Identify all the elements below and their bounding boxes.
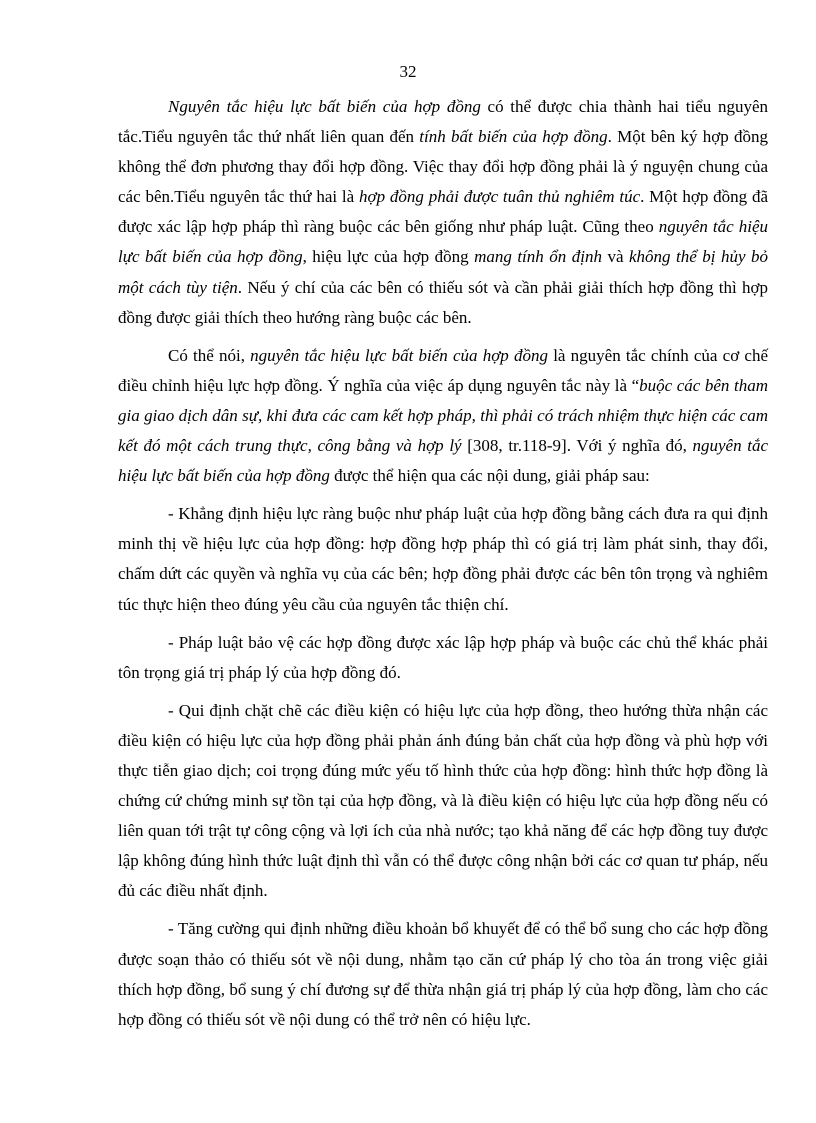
text-run: . Nếu ý chí của các bên có thiếu sót và cần phải giải thích hợp đồng thì hợp đồng được giải thích theo hướng ràng buộc các bên. xyxy=(118,277,768,327)
text-run: và xyxy=(601,247,629,267)
paragraph xyxy=(118,628,768,688)
italic-text: nguyên tắc hiệu lực bất biến của hợp đồng xyxy=(118,436,769,486)
text-run: được thể hiện qua các nội dung, giải pháp sau: xyxy=(329,466,650,486)
text-run: - Tăng cường qui định những điều khoản bổ khuyết để có thể bổ sung cho các hợp đồng được soạn thảo có thiếu sót về nội dung, nhằm tạo căn cứ pháp lý cho tòa án trong việc giải thích hợp đồng, bổ sung ý chí đương sự để thừa nhận giá trị pháp lý của hợp đồng, làm cho các hợp đồng có thiếu sót về nội dung có thể trở nên có hiệu lực. xyxy=(118,919,768,1029)
italic-text: mang tính ổn định xyxy=(474,247,602,267)
paragraph xyxy=(118,914,768,1034)
italic-text: buộc các bên tham gia giao dịch dân sự, khi đưa các cam kết hợp pháp, thì phải có trách nhiệm thực hiện các cam kết đó một cách trung thực, công bằng và hợp lý xyxy=(118,375,768,456)
italic-text: nguyên tắc hiệu lực bất biến của hợp đồng xyxy=(118,217,768,267)
text-run: - Pháp luật bảo vệ các hợp đồng được xác lập hợp pháp và buộc các chủ thể khác phải tôn trọng giá trị pháp lý của hợp đồng đó. xyxy=(118,632,768,682)
italic-text: Nguyên tắc hiệu lực bất biến của hợp đồng xyxy=(168,97,481,116)
italic-text: tính bất biến của hợp đồng xyxy=(419,127,608,147)
document-body xyxy=(118,92,768,1035)
text-run: - Khẳng định hiệu lực ràng buộc như pháp luật của hợp đồng bằng cách đưa ra qui định minh thị về hiệu lực của hợp đồng: hợp đồng hợp pháp thì có giá trị làm phát sinh, thay đổi, chấm dứt các quyền và nghĩa vụ của các bên; hợp đồng phải được các bên tôn trọng và nghiêm túc thực hiện theo đúng yêu cầu của nguyên tắc thiện chí. xyxy=(118,504,768,614)
text-run: . Một bên ký hợp đồng không thể đơn phương thay đổi hợp đồng. Việc thay đổi hợp đồng phải là ý nguyện chung của các bên.Tiểu nguyên tắc thứ hai là xyxy=(118,127,768,207)
italic-text: hợp đồng phải được tuân thủ nghiêm túc xyxy=(359,187,641,207)
italic-text: không thể bị hủy bỏ một cách tùy tiện xyxy=(118,247,768,297)
paragraph xyxy=(118,92,768,333)
text-run: , hiệu lực của hợp đồng xyxy=(302,247,475,267)
paragraph xyxy=(118,696,768,907)
page-number: 32 xyxy=(399,62,417,81)
text-run: - Qui định chặt chẽ các điều kiện có hiệu lực của hợp đồng, theo hướng thừa nhận các điều kiện có hiệu lực của hợp đồng phải phản ánh đúng bản chất của hợp đồng và phù hợp với thực tiễn giao dịch; coi trọng đúng mức yếu tố hình thức của hợp đồng: hình thức hợp đồng là chứng cứ chứng minh sự tồn tại của hợp đồng, và là điều kiện có hiệu lực của hợp đồng nếu có liên quan tới trật tự công cộng và lợi ích của nhà nước; tạo khả năng để các hợp đồng tuy được lập không đúng hình thức luật định thì vẫn có thể được công nhận bởi các cơ quan tư pháp, nếu đủ các điều nhất định. xyxy=(118,700,768,901)
text-run: [308, tr.118-9]. Với ý nghĩa đó, xyxy=(461,436,693,456)
text-run: . Một hợp đồng đã được xác lập hợp pháp thì ràng buộc các bên giống như pháp luật. Cũng theo xyxy=(118,187,768,237)
text-run: Có thể nói, xyxy=(168,345,251,365)
paragraph xyxy=(118,499,768,619)
paragraph xyxy=(118,341,768,491)
text-run: là nguyên tắc chính của cơ chế điều chỉnh hiệu lực hợp đồng. Ý nghĩa của việc áp dụng nguyên tắc này là “ xyxy=(118,345,768,395)
italic-text: nguyên tắc hiệu lực bất biến của hợp đồng xyxy=(250,345,549,365)
text-run: có thể được chia thành hai tiểu nguyên tắc.Tiểu nguyên tắc thứ nhất liên quan đến xyxy=(118,97,768,147)
